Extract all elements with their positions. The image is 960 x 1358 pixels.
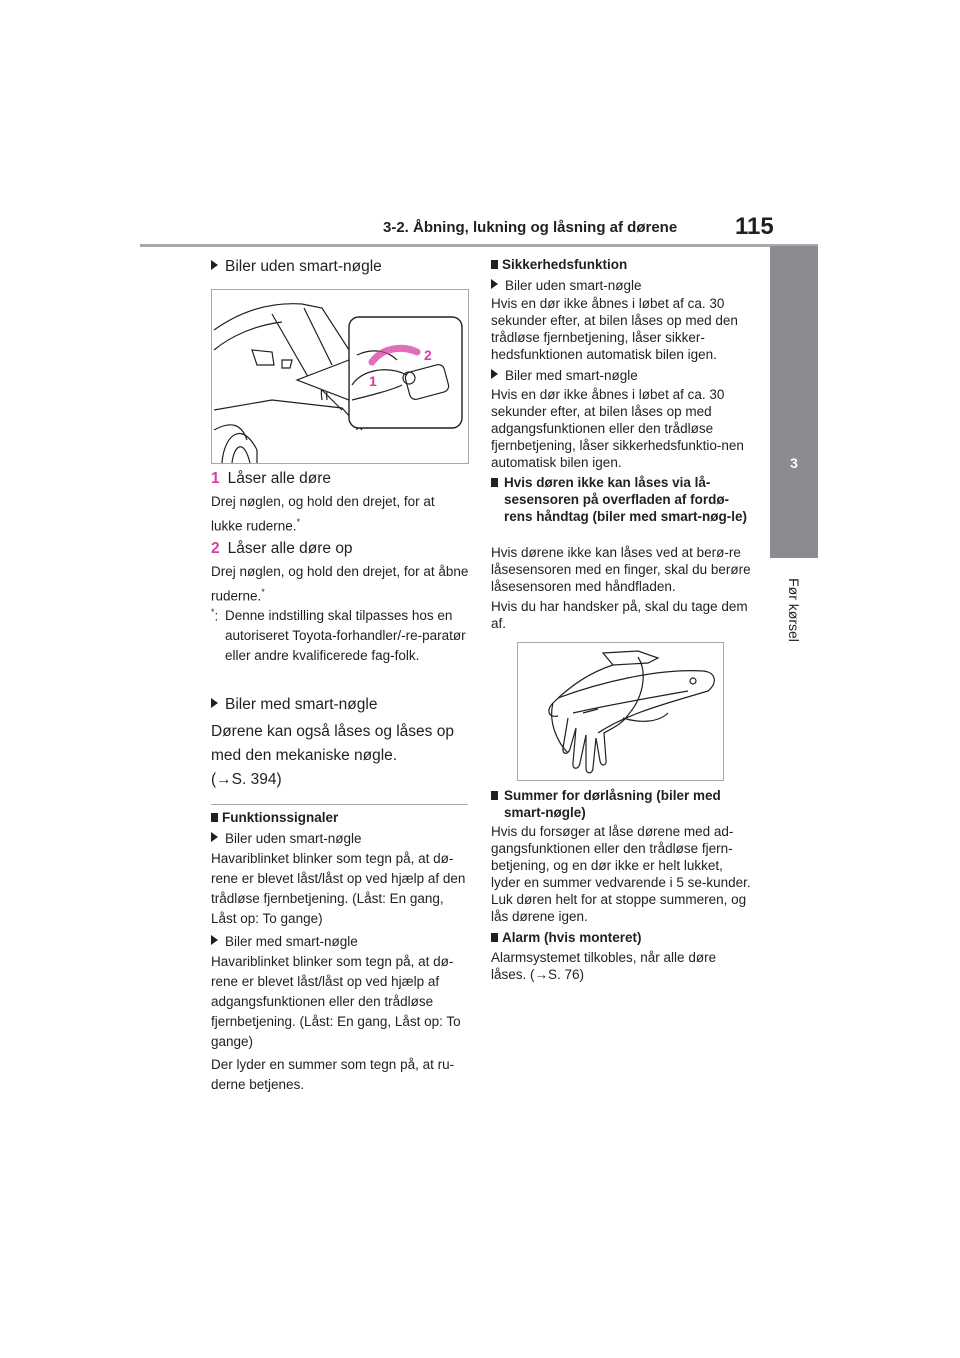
chapter-label: Før kørsel — [786, 578, 802, 642]
triangle-bullet-icon — [211, 832, 218, 842]
car-door-key-illustration — [212, 290, 468, 463]
chapter-number: 3 — [790, 455, 798, 471]
fig-label-1: 1 — [369, 373, 377, 389]
triangle-bullet-icon — [491, 369, 498, 379]
safety-text-1: Hvis en dør ikke åbnes i løbet af ca. 30 sekunder efter, at bilen låses op med den trådløse fjernbetjening, låser sikker-hedsfunktionen automatisk bilen igen. — [491, 296, 738, 362]
square-bullet-icon — [491, 260, 498, 269]
triangle-bullet-icon — [211, 260, 218, 270]
safety-sub-without-smart-key: Biler uden smart-nøgle — [491, 276, 755, 296]
safety-text-2: Hvis en dør ikke åbnes i løbet af ca. 30 sekunder efter, at bilen låses op med adgangsfunktionen eller den trådløse fjernbetjening, låser sikkerhedsfunktio-nen automatisk bilen igen. — [491, 387, 744, 470]
function-signals-text-2: Havariblinket blinker som tegn på, at dø-rene er blevet låst/låst op ved hjælp af adgangsfunktionen eller den trådløse fjernbetjening. (Låst: En gang, Låst op: To gange) — [211, 954, 461, 1049]
chapter-tab — [770, 246, 818, 558]
section-divider — [211, 804, 468, 805]
figure-hand-sensor — [517, 642, 724, 781]
square-bullet-icon — [491, 933, 498, 942]
footnote: *: Denne indstilling skal tilpasses hos en autoriseret Toyota-forhandler/-re-paratør eller andre kvalificerede fag-folk. — [211, 607, 466, 663]
item-1-title: 1 Låser alle døre — [211, 470, 332, 487]
page-number: 115 — [735, 213, 774, 240]
fig-label-2: 2 — [424, 347, 432, 363]
section-sensor: Hvis døren ikke kan låses via lå-sesensoren på overfladen af fordø-rens håndtag (biler med smart-nøg-le) — [491, 474, 755, 525]
item-1-text: Drej nøglen, og hold den drejet, for at lukke ruderne.* — [211, 494, 435, 534]
section-safety-function: Sikkerhedsfunktion — [491, 255, 755, 275]
triangle-bullet-icon — [211, 698, 218, 708]
header-rule — [140, 244, 818, 247]
square-bullet-icon — [211, 813, 218, 822]
alarm-text: Alarmsystemet tilkobles, når alle døre låses. (→S. 76) — [491, 950, 717, 982]
square-bullet-icon — [491, 478, 498, 487]
function-signals-text-1: Havariblinket blinker som tegn på, at dø-rene er blevet låst/låst op ved hjælp af den trådløse fjernbetjening. (Låst: En gang, Låst op: To gange) — [211, 851, 466, 926]
item-2-title: 2 Låser alle døre op — [211, 540, 353, 557]
safety-sub-with-smart-key: Biler med smart-nøgle — [491, 366, 755, 386]
section-function-signals: Funktionssignaler — [211, 808, 469, 828]
triangle-bullet-icon — [491, 279, 498, 289]
heading-with-smart-key: Biler med smart-nøgle — [211, 694, 469, 716]
sub-without-smart-key: Biler uden smart-nøgle — [211, 829, 469, 849]
hand-on-handle-illustration — [518, 643, 723, 780]
buzzer-text: Hvis du forsøger at låse dørene med ad-gangsfunktionen eller den trådløse fjern-betjening, og en dør ikke er helt lukket, lyder en summer vedvarende i 5 se-kunder. Luk døren helt for at stoppe summeren, og lås dørene igen. — [491, 824, 751, 924]
sensor-text-1: Hvis dørene ikke kan låses ved at berø-re låsesensoren med en finger, skal du berøre låsesensoren med håndfladen. — [491, 545, 751, 594]
sub-with-smart-key: Biler med smart-nøgle — [211, 932, 469, 952]
function-signals-text-3: Der lyder en summer som tegn på, at ru-derne betjenes. — [211, 1057, 455, 1092]
figure-key-lock — [211, 289, 469, 464]
section-title: 3-2. Åbning, lukning og låsning af dørene — [383, 219, 678, 236]
section-alarm: Alarm (hvis monteret) — [491, 928, 755, 948]
section-buzzer: Summer for dørlåsning (biler med smart-nøgle) — [491, 787, 755, 821]
sensor-text-2: Hvis du har handsker på, skal du tage dem af. — [491, 599, 748, 631]
item-2-text: Drej nøglen, og hold den drejet, for at åbne ruderne.* — [211, 564, 469, 604]
triangle-bullet-icon — [211, 935, 218, 945]
heading-without-smart-key: Biler uden smart-nøgle — [211, 256, 469, 278]
square-bullet-icon — [491, 791, 498, 800]
mechanical-key-text: Dørene kan også låses og låses op med den mekaniske nøgle. (→S. 394) — [211, 723, 454, 788]
